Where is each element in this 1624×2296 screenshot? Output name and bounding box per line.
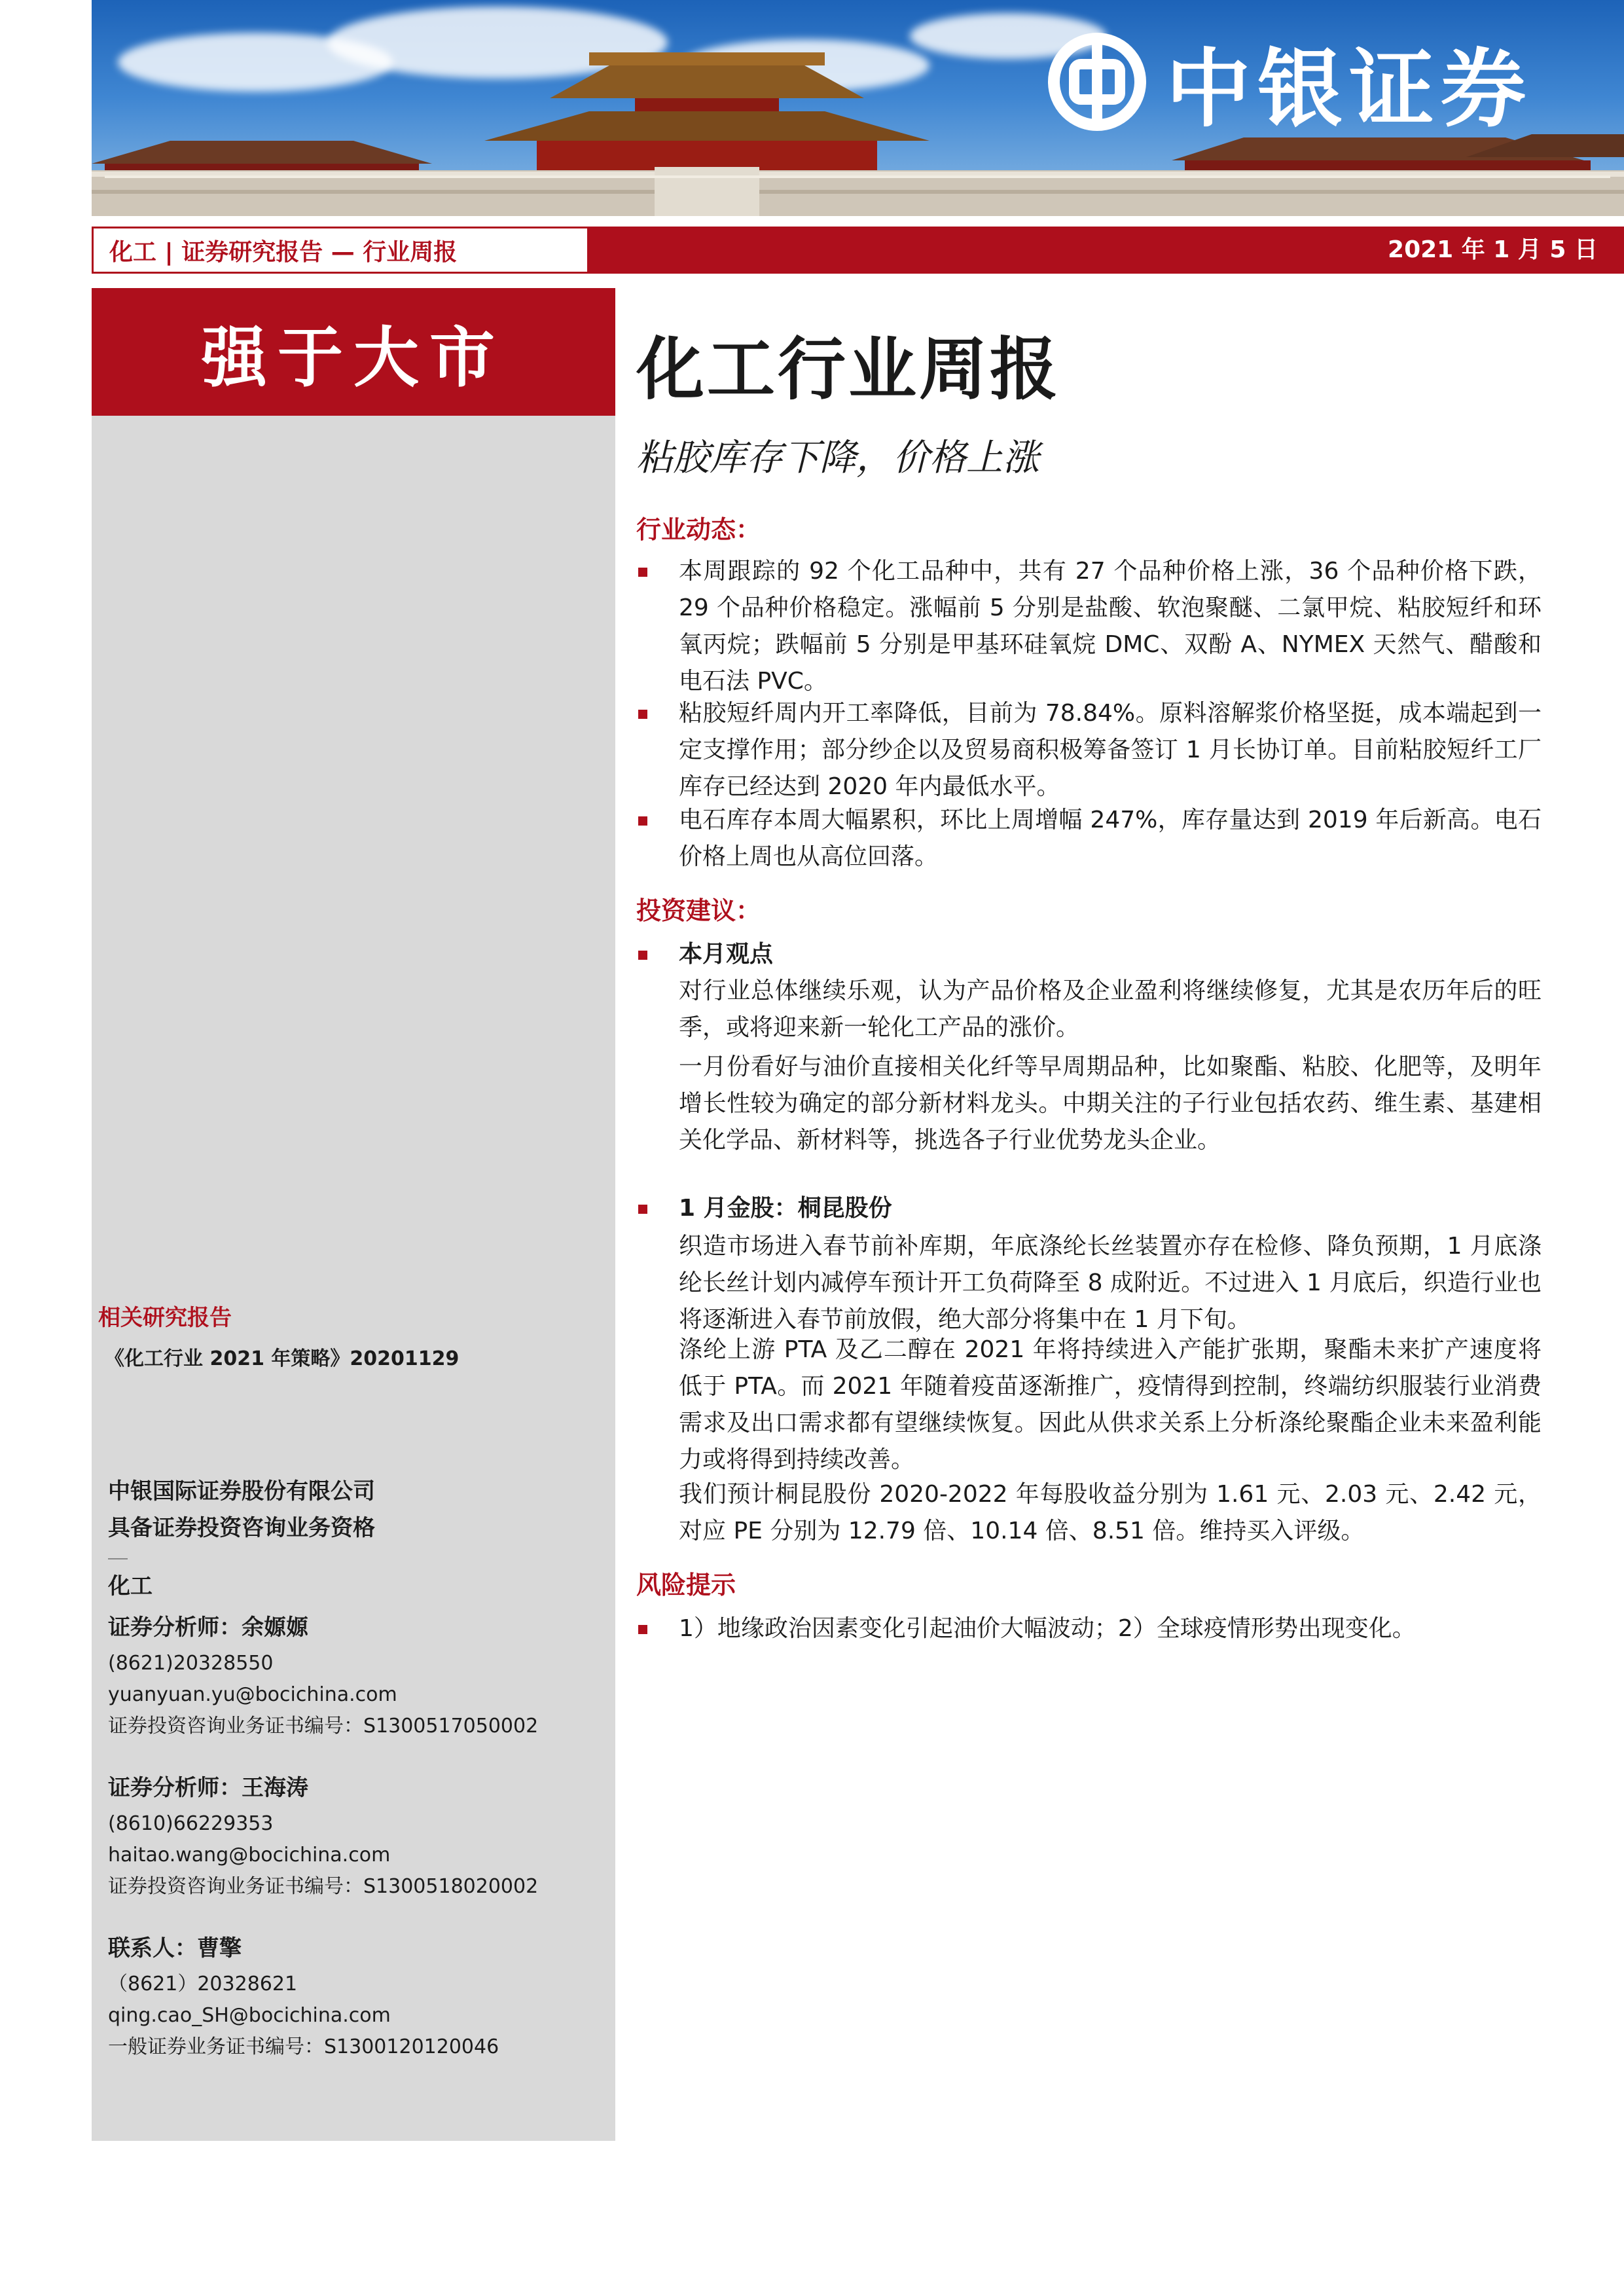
contact-phone: （8621）20328621: [108, 1973, 298, 1995]
bullet-square-icon: [638, 1205, 647, 1214]
contact-license: 证券投资咨询业务证书编号：S1300518020002: [108, 1875, 539, 1898]
brand-logo: [1048, 26, 1585, 137]
advice-paragraph: 一月份看好与油价直接相关化纤等早周期品种，比如聚酯、粘胶、化肥等，及明年增长性较为确定的部分新材料龙头。中期关注的子行业包括农药、维生素、基建相关化学品、新材料等，挑选各子行业优势龙头企业。: [679, 1053, 1542, 1154]
bullet-square-icon: [638, 568, 647, 577]
advice-bullet-stock: 1 月金股：桐昆股份: [638, 1190, 1542, 1227]
contact-phone: (8610)66229353: [108, 1812, 274, 1835]
industry-bullet: 本周跟踪的 92 个化工品种中，共有 27 个品种价格上涨，36 个品种价格下跌，29 个品种价格稳定。涨幅前 5 分别是盐酸、软泡聚醚、二氯甲烷、粘胶短纤和环氧丙烷；跌幅前 5 分别是甲基环硅氧烷 DMC、双酚 A、NYMEX 天然气、醋酸和电石法 PVC。: [638, 553, 1542, 700]
contact-email[interactable]: qing.cao_SH@bocichina.com: [108, 2004, 391, 2027]
report-date: 2021 年 1 月 5 日: [1388, 236, 1598, 263]
sector-label: 化工: [108, 1573, 153, 1599]
analyst-contact: [108, 1607, 538, 1742]
stock-paragraph: 我们预计桐昆股份 2020-2022 年每股收益分别为 1.61 元、2.03 元、2.42 元，对应 PE 分别为 12.79 倍、10.14 倍、8.51 倍。维持买入评级。: [679, 1481, 1542, 1544]
related-report-item: 《化工行业 2021 年策略》20201129: [105, 1347, 460, 1370]
boc-logo-icon: [1048, 33, 1146, 131]
report-title: 化工行业周报: [636, 329, 1061, 409]
contact-license: 一般证券业务证书编号：S1300120120046: [108, 2035, 499, 2058]
report-header-bar: [92, 227, 1624, 274]
company-info: [108, 1473, 375, 1546]
section-title-industry: 行业动态：: [636, 515, 761, 544]
risk-bullet: 1）地缘政治因素变化引起油价大幅波动；2）全球疫情形势出现变化。: [638, 1611, 1542, 1647]
bullet-square-icon: [638, 710, 647, 719]
advice-bullet-view: 本月观点: [638, 936, 1542, 973]
section-title-risk: 风险提示: [636, 1571, 736, 1599]
contact-email[interactable]: yuanyuan.yu@bocichina.com: [108, 1683, 397, 1706]
bullet-square-icon: [638, 1625, 647, 1634]
contact-title: 证券分析师：王海涛: [108, 1775, 308, 1801]
contact-title: 证券分析师：余嫄嫄: [108, 1614, 308, 1641]
divider: [108, 1558, 128, 1559]
contact-license: 证券投资咨询业务证书编号：S1300517050002: [108, 1715, 539, 1738]
bullet-square-icon: [638, 816, 647, 826]
section-title-advice: 投资建议：: [636, 896, 761, 925]
stock-paragraph: 涤纶上游 PTA 及乙二醇在 2021 年将持续进入产能扩张期，聚酯未来扩产速度将低于 PTA。而 2021 年随着疫苗逐渐推广，疫情得到控制，终端纺织服装行业消费需求及出口需求都有望继续恢复。因此从供求关系上分析涤纶聚酯企业未来盈利能力或将得到持续改善。: [679, 1336, 1542, 1473]
advice-paragraph: 对行业总体继续乐观，认为产品价格及企业盈利将继续修复，尤其是农历年后的旺季，或将迎来新一轮化工产品的涨价。: [679, 977, 1542, 1041]
header-banner-image: [92, 0, 1624, 216]
contact-phone: (8621)20328550: [108, 1652, 274, 1675]
stock-paragraph: 织造市场进入春节前补库期，年底涤纶长丝装置亦存在检修、降负预期，1 月底涤纶长丝计划内减停车预计开工负荷降至 8 成附近。不过进入 1 月底后，织造行业也将逐渐进入春节前放假，绝大部分将集中在 1 月下旬。: [679, 1233, 1542, 1333]
contact-person: [108, 1928, 499, 2063]
contact-email[interactable]: haitao.wang@bocichina.com: [108, 1844, 391, 1867]
industry-bullet: 粘胶短纤周内开工率降低，目前为 78.84%。原料溶解浆价格坚挺，成本端起到一定支撑作用；部分纱企以及贸易商积极筹备签订 1 月长协订单。目前粘胶短纤工厂库存已经达到 2020 年内最低水平。: [638, 695, 1542, 805]
report-category: 化工 | 证券研究报告 — 行业周报: [92, 227, 589, 274]
report-subtitle: 粘胶库存下降，价格上涨: [636, 437, 1039, 479]
analyst-contact: [108, 1768, 538, 1903]
bullet-square-icon: [638, 951, 647, 960]
industry-bullet: 电石库存本周大幅累积，环比上周增幅 247%，库存量达到 2019 年后新高。电石价格上周也从高位回落。: [638, 802, 1542, 875]
company-qualification: 具备证券投资咨询业务资格: [108, 1515, 375, 1541]
related-reports-title: 相关研究报告: [98, 1305, 232, 1331]
rating-badge: 强于大市: [92, 288, 615, 416]
contact-title: 联系人：曹擎: [108, 1935, 242, 1961]
brand-name: 中银证券: [1166, 38, 1533, 139]
company-name: 中银国际证券股份有限公司: [108, 1478, 375, 1504]
